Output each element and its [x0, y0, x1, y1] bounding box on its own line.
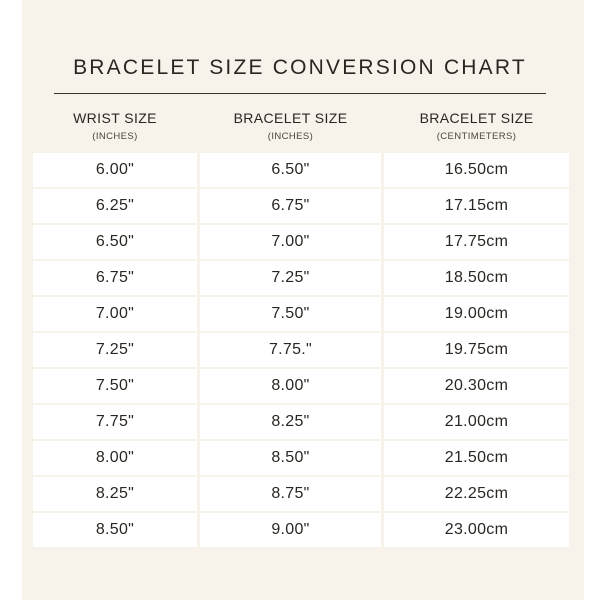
table-row [33, 261, 569, 295]
header-bracelet-size-inches [200, 110, 381, 142]
wrist-size-cell: 8.00" [33, 441, 197, 475]
wrist-size-cell: 6.75" [33, 261, 197, 295]
bracelet-cm-cell: 19.00cm [384, 297, 569, 331]
header-bracelet-size-cm-unit: (CENTIMETERS) [436, 131, 517, 142]
bracelet-cm-cell: 17.75cm [384, 225, 569, 259]
header-bracelet-size-cm-label: BRACELET SIZE [419, 110, 534, 126]
title-divider [54, 93, 546, 94]
wrist-size-cell: 8.25" [33, 477, 197, 511]
table-row [33, 369, 569, 403]
table-row [33, 333, 569, 367]
wrist-size-cell: 6.00" [33, 153, 197, 187]
header-bracelet-size-cm [384, 110, 569, 142]
wrist-size-cell: 6.50" [33, 225, 197, 259]
bracelet-inches-cell: 7.25" [200, 261, 381, 295]
bracelet-cm-cell: 19.75cm [384, 333, 569, 367]
wrist-size-cell: 6.25" [33, 189, 197, 223]
bracelet-inches-cell: 7.50" [200, 297, 381, 331]
bracelet-inches-cell: 8.75" [200, 477, 381, 511]
bracelet-cm-cell: 16.50cm [384, 153, 569, 187]
bracelet-inches-cell: 7.75." [200, 333, 381, 367]
bracelet-cm-cell: 21.00cm [384, 405, 569, 439]
table-row [33, 405, 569, 439]
wrist-size-cell: 7.50" [33, 369, 197, 403]
wrist-size-cell: 8.50" [33, 513, 197, 547]
bracelet-inches-cell: 8.50" [200, 441, 381, 475]
bracelet-inches-cell: 8.25" [200, 405, 381, 439]
chart-title: BRACELET SIZE CONVERSION CHART [73, 56, 527, 79]
table-row [33, 441, 569, 475]
header-bracelet-size-inches-unit: (INCHES) [267, 131, 314, 142]
bracelet-cm-cell: 22.25cm [384, 477, 569, 511]
bracelet-inches-cell: 6.50" [200, 153, 381, 187]
header-wrist-size-unit: (INCHES) [92, 131, 138, 142]
wrist-size-cell: 7.25" [33, 333, 197, 367]
bracelet-cm-cell: 23.00cm [384, 513, 569, 547]
header-bracelet-size-inches-label: BRACELET SIZE [233, 110, 348, 126]
table-row [33, 153, 569, 187]
bracelet-inches-cell: 9.00" [200, 513, 381, 547]
wrist-size-cell: 7.00" [33, 297, 197, 331]
table-row [33, 189, 569, 223]
bracelet-cm-cell: 20.30cm [384, 369, 569, 403]
table-row [33, 225, 569, 259]
size-table [33, 153, 569, 549]
bracelet-cm-cell: 21.50cm [384, 441, 569, 475]
header-wrist-size [33, 110, 197, 142]
table-row [33, 513, 569, 547]
bracelet-cm-cell: 18.50cm [384, 261, 569, 295]
table-row [33, 477, 569, 511]
bracelet-cm-cell: 17.15cm [384, 189, 569, 223]
header-wrist-size-label: WRIST SIZE [73, 110, 157, 126]
bracelet-inches-cell: 6.75" [200, 189, 381, 223]
bracelet-inches-cell: 7.00" [200, 225, 381, 259]
wrist-size-cell: 7.75" [33, 405, 197, 439]
bracelet-inches-cell: 8.00" [200, 369, 381, 403]
table-row [33, 297, 569, 331]
